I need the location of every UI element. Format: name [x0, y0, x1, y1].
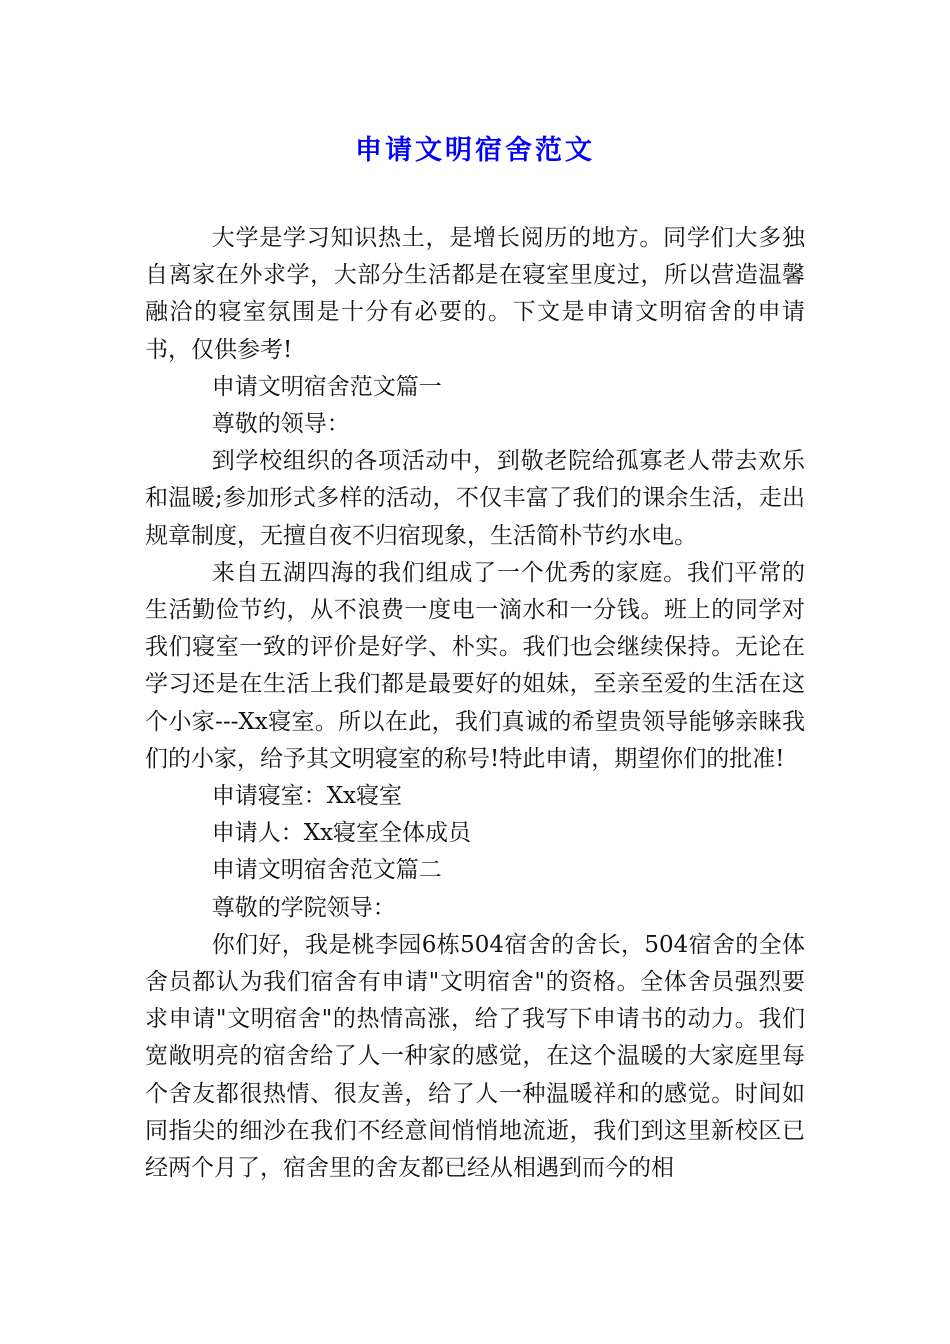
paragraph: 来自五湖四海的我们组成了一个优秀的家庭。我们平常的生活勤俭节约，从不浪费一度电一滴水和一分钱。班上的同学对我们寝室一致的评价是好学、朴实。我们也会继续保持。无论在学习还是在生活上我们都是最要好的姐妹，至亲至爱的生活在这个小家---Xx寝室。所以在此，我们真诚的希望贵领导能够亲睐我们的小家，给予其文明寝室的称号!特此申请，期望你们的批准! [145, 559, 805, 772]
paragraph: 你们好，我是桃李园6栋504宿舍的舍长，504宿舍的全体舍员都认为我们宿舍有申请"文明宿舍"的资格。全体舍员强烈要求申请"文明宿舍"的热情高涨，给了我写下申请书的动力。我们宽敞明亮的宿舍给了人一种家的感觉，在这个温暖的大家庭里每个舍友都很热情、很友善，给了人一种温暖祥和的感觉。时间如同指尖的细沙在我们不经意间悄悄地流逝，我们到这里新校区已经两个月了，宿舍里的舍友都已经从相遇到而今的相 [145, 931, 805, 1182]
document-body [145, 220, 805, 1187]
salutation-2: 尊敬的学院领导： [211, 894, 396, 921]
salutation-1: 尊敬的领导： [211, 411, 350, 438]
section-heading-1: 申请文明宿舍范文篇一 [211, 373, 442, 400]
section-heading-2: 申请文明宿舍范文篇二 [211, 857, 442, 884]
applicant-dorm: 申请寝室：Xx寝室 [211, 783, 403, 810]
paragraph: 到学校组织的各项活动中，到敬老院给孤寡老人带去欢乐和温暖;参加形式多样的活动，不仅丰富了我们的课余生活，走出规章制度，无擅自夜不归宿现象，生活简朴节约水电。 [145, 448, 805, 549]
applicant-name: 申请人：Xx寝室全体成员 [211, 820, 472, 847]
paragraph-intro: 大学是学习知识热土，是增长阅历的地方。同学们大多独自离家在外求学，大部分生活都是在寝室里度过，所以营造温馨融洽的寝室氛围是十分有必要的。下文是申请文明宿舍的申请书，仅供参考! [145, 225, 805, 363]
document-title: 申请文明宿舍范文 [355, 135, 595, 166]
